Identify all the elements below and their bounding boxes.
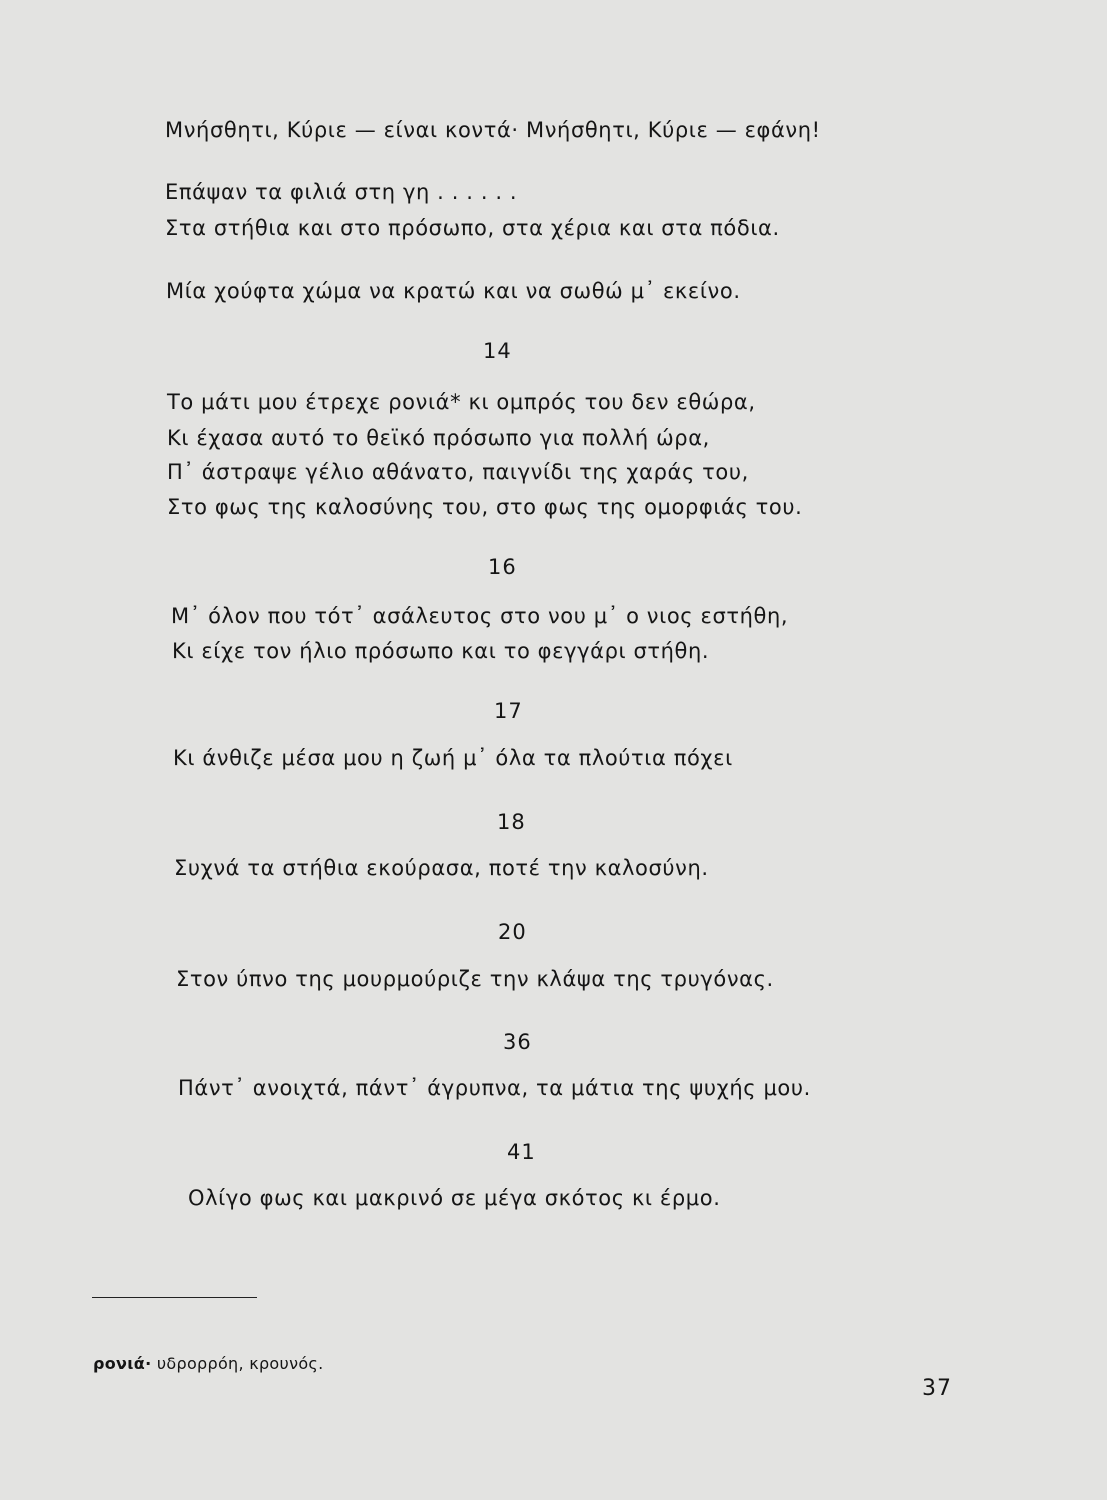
section-number: 18: [497, 810, 526, 834]
section-number: 41: [507, 1140, 536, 1164]
page-number: 37: [922, 1376, 952, 1401]
verse-line: Μία χούφτα χώμα να κρατώ και να σωθώ μ᾽ εκείνο.: [166, 279, 741, 303]
verse-line: Κι είχε τον ήλιο πρόσωπο και το φεγγάρι στήθη.: [172, 639, 710, 663]
verse-line: Στο φως της καλοσύνης του, στο φως της ομορφιάς του.: [167, 495, 803, 519]
verse-line: Στα στήθια και στο πρόσωπο, στα χέρια και στα πόδια.: [165, 216, 780, 240]
footnote-term: ρονιά·: [93, 1354, 152, 1373]
verse-line: Πάντ᾽ ανοιχτά, πάντ᾽ άγρυπνα, τα μάτια της ψυχής μου.: [178, 1076, 811, 1100]
footnote-definition: υδρορρόη, κρουνός.: [151, 1354, 324, 1373]
verse-line: Κι άνθιζε μέσα μου η ζωή μ᾽ όλα τα πλούτια πόχει: [173, 746, 733, 770]
verse-line: Ολίγο φως και μακρινό σε μέγα σκότος κι έρμο.: [188, 1186, 721, 1210]
verse-line: Μ᾽ όλον που τότ᾽ ασάλευτος στο νου μ᾽ ο νιος εστήθη,: [171, 604, 789, 628]
section-number: 20: [498, 920, 527, 944]
verse-line: Επάψαν τα φιλιά στη γη . . . . . .: [165, 180, 518, 204]
section-number: 17: [494, 699, 523, 723]
section-number: 16: [488, 555, 517, 579]
verse-line: Στον ύπνο της μουρμούριζε την κλάψα της τρυγόνας.: [176, 967, 774, 991]
footnote-divider: [92, 1297, 257, 1298]
verse-line: Κι έχασα αυτό το θεϊκό πρόσωπο για πολλή ώρα,: [167, 426, 710, 450]
section-number: 14: [483, 339, 512, 363]
verse-line: Μνήσθητι, Κύριε — είναι κοντά· Μνήσθητι, Κύριε — εφάνη!: [165, 118, 821, 142]
footnote: [93, 1354, 323, 1373]
section-number: 36: [503, 1030, 532, 1054]
verse-line: Συχνά τα στήθια εκούρασα, ποτέ την καλοσύνη.: [174, 856, 709, 880]
verse-line: Το μάτι μου έτρεχε ρονιά* κι ομπρός του δεν εθώρα,: [167, 390, 756, 414]
verse-line: Π᾽ άστραψε γέλιο αθάνατο, παιγνίδι της χαράς του,: [167, 460, 749, 484]
